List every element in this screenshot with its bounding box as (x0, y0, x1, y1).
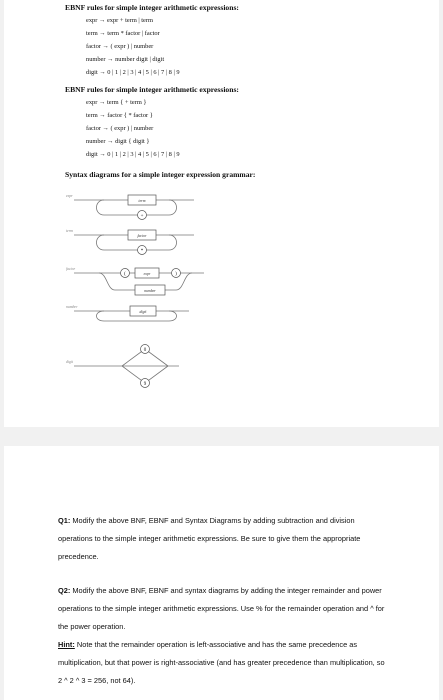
syntax-label-number: number (66, 305, 78, 309)
ebnf-heading: EBNF rules for simple integer arithmetic expressions: (65, 85, 239, 94)
question-2 (58, 582, 388, 636)
term-times-symbol: * (140, 249, 144, 254)
digit-zero-symbol: 0 (143, 348, 147, 353)
number-digit-box-label: digit (139, 310, 147, 314)
hint (58, 636, 388, 690)
questions-card (4, 446, 439, 700)
hint-label: Hint: (58, 640, 75, 649)
digit-nine-symbol: 9 (143, 382, 147, 387)
ebnf-rule-term: term → factor { * factor } (86, 112, 153, 119)
question-2-text: Modify the above BNF, EBNF and syntax diagrams by adding the integer remainder and power operations to the simple integer arithmetic expressions. Use % for the remainder operation and ^ for the power operation. (58, 586, 385, 631)
ebnf-rule-number: number → digit { digit } (86, 138, 150, 145)
expr-plus-symbol: + (140, 214, 144, 219)
ebnf-rule-expr: expr → term { + term } (86, 99, 147, 106)
bnf-rule-number: number → number digit | digit (86, 56, 165, 63)
bnf-heading: EBNF rules for simple integer arithmetic expressions: (65, 3, 239, 12)
hint-text: Note that the remainder operation is left-associative and has the same precedence as multiplication, but that power is right-associative (and has greater precedence than multiplication, so 2 ^ 2 ^ 3 = 256, not 64). (58, 640, 385, 685)
question-1 (58, 512, 388, 566)
factor-open-paren-symbol: ( (124, 272, 126, 277)
factor-number-box-label: number (144, 289, 156, 293)
syntax-label-factor: factor (66, 267, 76, 271)
grammar-card (4, 0, 439, 427)
bnf-rule-factor: factor → ( expr ) | number (86, 43, 154, 50)
factor-close-paren-symbol: ) (175, 272, 177, 277)
bnf-rule-expr: expr → expr + term | term (86, 17, 153, 24)
bnf-rule-digit: digit → 0 | 1 | 2 | 3 | 4 | 5 | 6 | 7 | 8 | 9 (86, 69, 180, 76)
term-factor-box-label: factor (137, 234, 147, 238)
syntax-diagrams (4, 185, 439, 425)
bnf-rule-term: term → term * factor | factor (86, 30, 160, 37)
expr-term-box-label: term (138, 199, 146, 203)
question-2-label: Q2: (58, 586, 71, 595)
syntax-label-digit: digit (66, 360, 73, 364)
syntax-heading: Syntax diagrams for a simple integer expression grammar: (65, 170, 256, 179)
question-1-text: Modify the above BNF, EBNF and Syntax Diagrams by adding subtraction and division operations to the simple integer arithmetic expressions. Be sure to give them the appropriate precedence. (58, 516, 361, 561)
syntax-label-term: term (66, 229, 73, 233)
syntax-label-expr: expr (66, 194, 73, 198)
question-1-label: Q1: (58, 516, 71, 525)
ebnf-rule-digit: digit → 0 | 1 | 2 | 3 | 4 | 5 | 6 | 7 | 8 | 9 (86, 151, 180, 158)
ebnf-rule-factor: factor → ( expr ) | number (86, 125, 154, 132)
factor-expr-box-label: expr (143, 272, 151, 276)
